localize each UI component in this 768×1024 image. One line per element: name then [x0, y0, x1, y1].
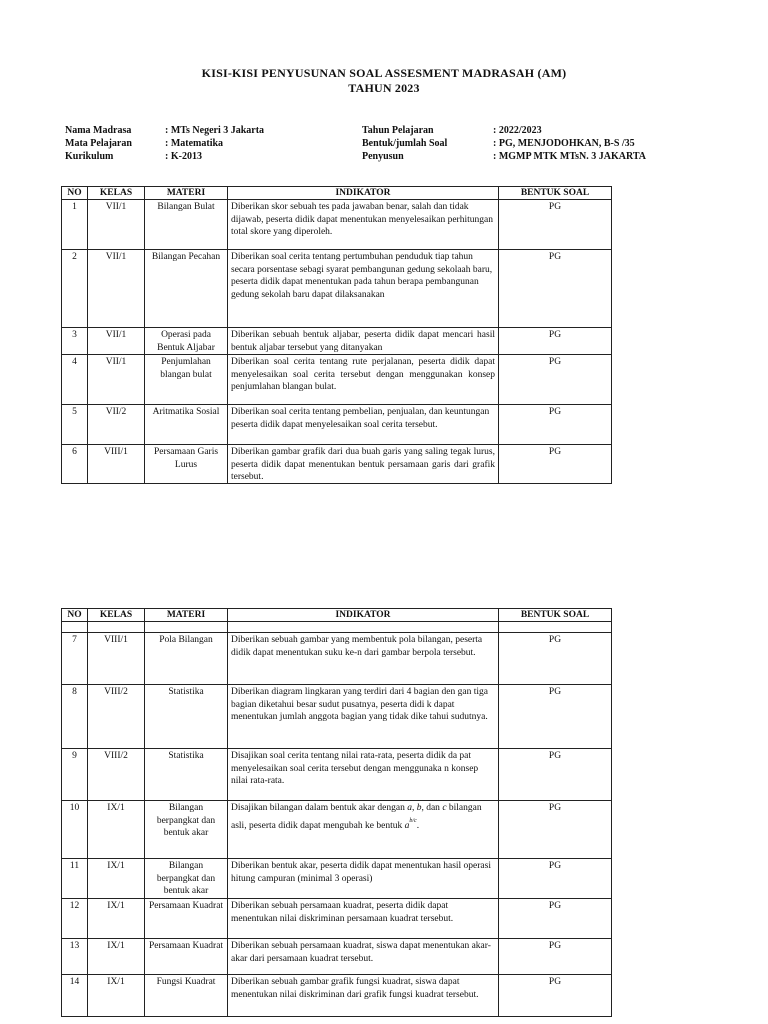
header-bentuk-soal: BENTUK SOAL [499, 187, 612, 200]
table-header-row [62, 609, 612, 622]
cell-indikator: Disajikan soal cerita tentang nilai rata-rata, peserta didik da pat menyelesaikan soal cerita tersebut dengan menggunaka n konsep nilai rata-rata. [228, 749, 499, 801]
cell-no: 10 [62, 801, 88, 859]
header-kelas: KELAS [88, 609, 145, 622]
table-row [62, 633, 612, 685]
cell-no: 1 [62, 200, 88, 250]
cell-bentuk-soal: PG [499, 685, 612, 749]
cell-materi: Bilangan Bulat [145, 200, 228, 250]
cell-bentuk-soal: PG [499, 939, 612, 975]
cell-materi: Bilangan berpangkat dan bentuk akar [145, 801, 228, 859]
cell-indikator: Diberikan sebuah persamaan kuadrat, siswa dapat menentukan akar-akar dari persamaan kuadrat tersebut. [228, 939, 499, 975]
header-bentuk-soal: BENTUK SOAL [499, 609, 612, 622]
cell-kelas: VII/2 [88, 405, 145, 445]
meta-label: Bentuk/jumlah Soal [362, 138, 448, 149]
cell-kelas: VIII/2 [88, 685, 145, 749]
cell-materi: Bilangan berpangkat dan bentuk akar [145, 859, 228, 899]
document-title: KISI-KISI PENYUSUNAN SOAL ASSESMENT MADRASAH (AM) [201, 66, 567, 80]
table-row [62, 250, 612, 328]
cell-no: 5 [62, 405, 88, 445]
cell-indikator: Diberikan skor sebuah tes pada jawaban benar, salah dan tidak dijawab, peserta didik dapat menentukan menyelesaikan perhitungan total skore yang diperoleh. [228, 200, 499, 250]
cell-bentuk-soal: PG [499, 405, 612, 445]
meta-right-block [362, 124, 646, 163]
meta-label: Mata Pelajaran [65, 138, 132, 149]
meta-value: : PG, MENJODOHKAN, B-S /35 [493, 138, 635, 149]
cell-bentuk-soal: PG [499, 859, 612, 899]
meta-value: : K-2013 [165, 151, 202, 162]
cell-materi: Persamaan Kuadrat [145, 939, 228, 975]
cell-materi: Penjumlahan blangan bulat [145, 355, 228, 405]
table-row [62, 899, 612, 939]
meta-row [65, 150, 264, 163]
cell-indikator: Diberikan sebuah bentuk aljabar, peserta didik dapat mencari hasil bentuk aljabar tersebut yang ditanyakan [228, 328, 499, 355]
meta-value: : 2022/2023 [493, 125, 542, 136]
header-indikator: INDIKATOR [228, 187, 499, 200]
table-spacer-row [62, 622, 612, 633]
cell-no: 3 [62, 328, 88, 355]
meta-label: Nama Madrasa [65, 125, 132, 136]
cell-indikator: Diberikan diagram lingkaran yang terdiri dari 4 bagian den gan tiga bagian diketahui besar sudut pusatnya, peserta didi k dapat menentukan jumlah anggota bagian yang tidak dike tahui sudutnya. [228, 685, 499, 749]
spacer-cell [62, 622, 88, 633]
spacer-cell [145, 622, 228, 633]
cell-kelas: VII/1 [88, 328, 145, 355]
cell-materi: Bilangan Pecahan [145, 250, 228, 328]
cell-indikator: Diberikan sebuah persamaan kuadrat, peserta didik dapat menentukan nilai diskriminan persamaan kuadrat tersebut. [228, 899, 499, 939]
table-row [62, 685, 612, 749]
cell-bentuk-soal: PG [499, 328, 612, 355]
cell-no: 2 [62, 250, 88, 328]
meta-row [65, 124, 264, 137]
document-year: TAHUN 2023 [348, 81, 420, 95]
cell-bentuk-soal: PG [499, 749, 612, 801]
cell-kelas: IX/1 [88, 801, 145, 859]
meta-row [362, 137, 646, 150]
table-row [62, 749, 612, 801]
meta-label: Kurikulum [65, 151, 114, 162]
cell-no: 9 [62, 749, 88, 801]
cell-bentuk-soal: PG [499, 445, 612, 484]
meta-value: : MGMP MTK MTsN. 3 JAKARTA [493, 151, 646, 162]
table-row [62, 200, 612, 250]
cell-kelas: IX/1 [88, 975, 145, 1017]
cell-indikator: Diberikan soal cerita tentang pembelian, penjualan, dan keuntungan peserta didik dapat menyelesaikan soal cerita tersebut. [228, 405, 499, 445]
var-c: c [442, 803, 447, 814]
cell-materi: Persamaan Garis Lurus [145, 445, 228, 484]
var-b: b [416, 803, 422, 814]
cell-kelas: VII/1 [88, 200, 145, 250]
table-row [62, 859, 612, 899]
cell-indikator: Diberikan soal cerita tentang rute perjalanan, peserta didik dapat menyelesaikan soal cerita tersebut dengan menggunakan konsep penjumlahan blangan bulat. [228, 355, 499, 405]
meta-row [362, 124, 646, 137]
cell-materi: Statistika [145, 749, 228, 801]
cell-kelas: IX/1 [88, 859, 145, 899]
cell-materi: Aritmatika Sosial [145, 405, 228, 445]
cell-bentuk-soal: PG [499, 250, 612, 328]
cell-no: 11 [62, 859, 88, 899]
indikator-text: Disajikan bilangan dalam bentuk akar dengan [231, 803, 408, 814]
cell-no: 8 [62, 685, 88, 749]
var-a: a [407, 803, 412, 814]
cell-materi: Fungsi Kuadrat [145, 975, 228, 1017]
cell-kelas: VII/1 [88, 250, 145, 328]
cell-indikator: Diberikan sebuah gambar yang membentuk pola bilangan, peserta didik dapat menentukan suku ke-n dari gambar berpola tersebut. [228, 633, 499, 685]
cell-bentuk-soal: PG [499, 801, 612, 859]
meta-row [362, 150, 646, 163]
indikator-sep: , dan [421, 803, 443, 814]
cell-bentuk-soal: PG [499, 975, 612, 1017]
cell-no: 6 [62, 445, 88, 484]
cell-materi: Persamaan Kuadrat [145, 899, 228, 939]
meta-value: : MTs Negeri 3 Jakarta [165, 125, 265, 136]
cell-bentuk-soal: PG [499, 355, 612, 405]
meta-label: Penyusun [362, 151, 404, 162]
indikator-sep: , [411, 803, 417, 814]
meta-left-block [65, 124, 264, 163]
kisi-kisi-table-1 [61, 186, 612, 484]
cell-kelas: VIII/2 [88, 749, 145, 801]
cell-no: 7 [62, 633, 88, 685]
cell-kelas: IX/1 [88, 899, 145, 939]
table-row [62, 975, 612, 1017]
meta-row [65, 137, 264, 150]
header-indikator: INDIKATOR [228, 609, 499, 622]
meta-value: : Matematika [165, 138, 224, 149]
spacer-cell [88, 622, 145, 633]
indikator-text: bilangan asli, peserta didik dapat mengubah ke bentuk [231, 803, 482, 831]
cell-no: 12 [62, 899, 88, 939]
cell-no: 14 [62, 975, 88, 1017]
spacer-cell [499, 622, 612, 633]
indikator-end: . [416, 820, 420, 831]
table-row [62, 328, 612, 355]
cell-indikator [228, 801, 499, 859]
table-row [62, 445, 612, 484]
cell-bentuk-soal: PG [499, 200, 612, 250]
cell-bentuk-soal: PG [499, 899, 612, 939]
cell-kelas: VIII/1 [88, 633, 145, 685]
cell-materi: Pola Bilangan [145, 633, 228, 685]
header-no: NO [62, 187, 88, 200]
cell-kelas: VIII/1 [88, 445, 145, 484]
kisi-kisi-table-2 [61, 608, 612, 1017]
header-no: NO [62, 609, 88, 622]
table-row [62, 355, 612, 405]
header-materi: MATERI [145, 187, 228, 200]
table-row [62, 939, 612, 975]
table-row [62, 801, 612, 859]
cell-no: 4 [62, 355, 88, 405]
header-materi: MATERI [145, 609, 228, 622]
cell-no: 13 [62, 939, 88, 975]
power-exponent: b/c [409, 817, 417, 824]
table-header-row [62, 187, 612, 200]
header-kelas: KELAS [88, 187, 145, 200]
cell-indikator: Diberikan soal cerita tentang pertumbuhan penduduk tiap tahun secara porsentase sebagi syarat pembangunan gedung sekolaah baru, peserta didik dapat menentukan pada tahun berapa pembangunan gedung sekolah baru dapat dilaksanakan [228, 250, 499, 328]
cell-materi: Statistika [145, 685, 228, 749]
spacer-cell [228, 622, 499, 633]
power-base: a [404, 820, 410, 831]
table-row [62, 405, 612, 445]
meta-label: Tahun Pelajaran [362, 125, 434, 136]
cell-indikator: Diberikan sebuah gambar grafik fungsi kuadrat, siswa dapat menentukan nilai diskriminan dari grafik fungsi kuadrat tersebut. [228, 975, 499, 1017]
cell-indikator: Diberikan bentuk akar, peserta didik dapat menentukan hasil operasi hitung campuran (minimal 3 operasi) [228, 859, 499, 899]
cell-kelas: VII/1 [88, 355, 145, 405]
cell-indikator: Diberikan gambar grafik dari dua buah garis yang saling tegak lurus, peserta didik dapat menentukan bentuk persamaan garis dari grafik tersebut. [228, 445, 499, 484]
cell-materi: Operasi pada Bentuk Aljabar [145, 328, 228, 355]
cell-bentuk-soal: PG [499, 633, 612, 685]
cell-kelas: IX/1 [88, 939, 145, 975]
